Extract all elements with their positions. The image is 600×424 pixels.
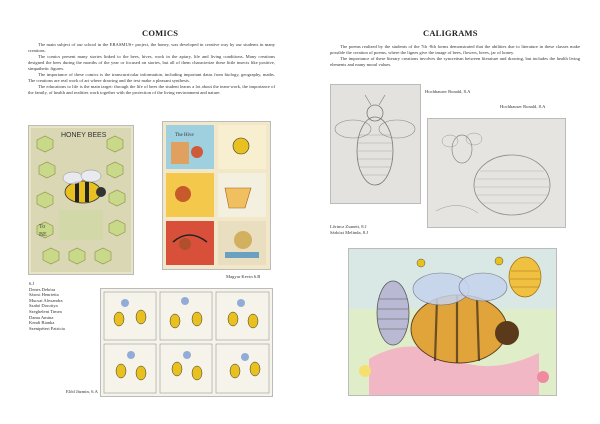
- student-name: Szentpéteri Patricia: [29, 325, 65, 331]
- paragraph: The comics present many stories linked to the bees, hives, work in the apiary, life and living conditions. Many creations designed the bees during the months of the year or focused on stories, but all of them characterize these little insects like positive, simpathetic figures.: [28, 54, 275, 71]
- paragraph: The poems realized by the students of the 7th -8th forms demonstrated that the abilities due to literature in these classes make possible the creation of poems, where the lignes give the image of bees, flowers, hives, jar of honey.: [330, 44, 580, 55]
- class-label: 6.J: [29, 281, 35, 286]
- student-name: Dama Amina: [29, 314, 54, 320]
- caligrams-text: [330, 44, 580, 68]
- svg-text:To: To: [39, 224, 46, 230]
- colorful-bee-caligram-photo: [348, 248, 557, 396]
- caption-hochhauser-2: Hochhauser Ronald, 8.A: [500, 104, 546, 109]
- svg-text:BE: BE: [39, 232, 47, 238]
- caption-sarkozi: Sárközi Melinda, 8.J: [330, 229, 369, 235]
- caption-hochhauser-1: Hochhauser Ronald, 8.A: [425, 89, 471, 94]
- caption-elo: Előd Jázmin, 6.A: [66, 389, 98, 394]
- student-name: Kendi Bianka: [29, 320, 55, 326]
- caption-caligram-authors: [330, 224, 368, 235]
- caligram-bee-photo: [330, 84, 421, 204]
- student-names-list: [29, 281, 65, 331]
- student-name: Szabó Dorottya: [29, 303, 58, 309]
- student-name: Mucsai Alexandra: [29, 297, 63, 303]
- page-title-comics: COMICS: [142, 28, 179, 38]
- bees-comic-strip-photo: [100, 288, 273, 397]
- paragraph: The main subject of our school in the ERASMUS+ project, the honey, was developed in creative way by our students in many creations.: [28, 42, 275, 53]
- paragraph: The educations to life is the main target: through the life of bees the student learns a lot about the team-work, the importance of the family, of health and realities work together with the protection of the living environment and nature.: [28, 84, 275, 95]
- comics-text: [28, 42, 275, 96]
- svg-text:The Hive: The Hive: [175, 133, 194, 138]
- poster-heading: HONEY BEES: [61, 132, 107, 139]
- paragraph: The importance of these comics is the transcurricular information, including important datas from biology, geography, maths. The creations are real work of art where drawing and the text make a pleasant synthesis.: [28, 72, 275, 83]
- caption-magyar: Magyar Kevin 6.B: [226, 274, 261, 279]
- paragraph: The importance of these literary creations involves the syncretism between literature and drawing, but includes the health living elements and many moral values.: [330, 56, 580, 67]
- honey-bees-poster-photo: [28, 125, 134, 275]
- page-title-caligrams: CALIGRAMS: [423, 28, 478, 38]
- student-name: Sárosi Henrietta: [29, 292, 59, 298]
- student-name: Denes Debóra: [29, 286, 56, 292]
- caption-lorincz: Lőrincz Zsanett, 8.J: [330, 224, 367, 229]
- comic-collage-photo: [162, 121, 271, 270]
- caligram-bee-hive-photo: [427, 118, 566, 228]
- student-name: Szegheleni Timea: [29, 308, 62, 314]
- right-page: [300, 0, 600, 424]
